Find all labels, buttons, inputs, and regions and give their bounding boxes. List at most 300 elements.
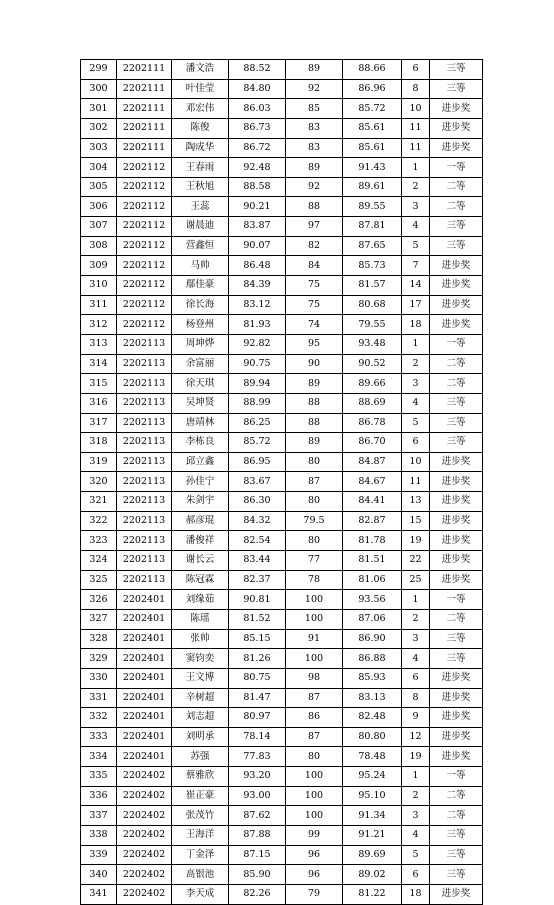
rank-cell: 4 — [402, 217, 430, 237]
student-name-cell: 辛树超 — [172, 688, 229, 708]
rank-cell: 4 — [402, 393, 430, 413]
award-cell: 二等 — [430, 354, 483, 374]
award-cell: 二等 — [430, 786, 483, 806]
score-b-cell: 80 — [286, 747, 343, 767]
score-b-cell: 98 — [286, 668, 343, 688]
score-b-cell: 82 — [286, 236, 343, 256]
table-row — [81, 708, 483, 728]
row-number-cell: 333 — [81, 727, 117, 747]
table-row — [81, 276, 483, 296]
score-b-cell: 89 — [286, 433, 343, 453]
row-number-cell: 313 — [81, 334, 117, 354]
row-number-cell: 312 — [81, 315, 117, 335]
score-b-cell: 100 — [286, 806, 343, 826]
rank-cell: 5 — [402, 413, 430, 433]
score-b-cell: 92 — [286, 177, 343, 197]
row-number-cell: 341 — [81, 884, 117, 904]
class-id-cell: 2202402 — [117, 806, 172, 826]
score-a-cell: 85.90 — [229, 865, 286, 885]
award-cell: 三等 — [430, 825, 483, 845]
score-a-cell: 86.95 — [229, 452, 286, 472]
row-number-cell: 323 — [81, 531, 117, 551]
award-cell: 进步奖 — [430, 99, 483, 119]
table-row — [81, 511, 483, 531]
row-number-cell: 332 — [81, 708, 117, 728]
row-number-cell: 307 — [81, 217, 117, 237]
student-name-cell: 张帅 — [172, 629, 229, 649]
table-row — [81, 354, 483, 374]
total-score-cell: 93.56 — [343, 590, 402, 610]
rank-cell: 13 — [402, 492, 430, 512]
score-a-cell: 86.73 — [229, 118, 286, 138]
table-row — [81, 374, 483, 394]
class-id-cell: 2202402 — [117, 884, 172, 904]
award-table — [80, 59, 483, 905]
total-score-cell: 84.41 — [343, 492, 402, 512]
student-name-cell: 李栋良 — [172, 433, 229, 453]
total-score-cell: 89.02 — [343, 865, 402, 885]
score-a-cell: 88.58 — [229, 177, 286, 197]
score-a-cell: 78.14 — [229, 727, 286, 747]
rank-cell: 3 — [402, 806, 430, 826]
score-a-cell: 80.75 — [229, 668, 286, 688]
student-name-cell: 陈冠霖 — [172, 570, 229, 590]
class-id-cell: 2202402 — [117, 825, 172, 845]
rank-cell: 19 — [402, 747, 430, 767]
score-b-cell: 80 — [286, 492, 343, 512]
rank-cell: 3 — [402, 629, 430, 649]
total-score-cell: 87.06 — [343, 609, 402, 629]
award-cell: 三等 — [430, 845, 483, 865]
total-score-cell: 95.24 — [343, 767, 402, 787]
row-number-cell: 321 — [81, 492, 117, 512]
class-id-cell: 2202113 — [117, 354, 172, 374]
score-b-cell: 83 — [286, 138, 343, 158]
row-number-cell: 334 — [81, 747, 117, 767]
student-name-cell: 丁金泽 — [172, 845, 229, 865]
student-name-cell: 王秋旭 — [172, 177, 229, 197]
score-b-cell: 83 — [286, 118, 343, 138]
score-b-cell: 85 — [286, 99, 343, 119]
table-row — [81, 118, 483, 138]
table-row — [81, 295, 483, 315]
score-b-cell: 100 — [286, 786, 343, 806]
row-number-cell: 299 — [81, 60, 117, 80]
row-number-cell: 324 — [81, 551, 117, 571]
score-a-cell: 86.72 — [229, 138, 286, 158]
total-score-cell: 85.61 — [343, 118, 402, 138]
total-score-cell: 91.34 — [343, 806, 402, 826]
score-b-cell: 77 — [286, 551, 343, 571]
table-row — [81, 668, 483, 688]
student-name-cell: 邱立鑫 — [172, 452, 229, 472]
total-score-cell: 86.78 — [343, 413, 402, 433]
student-name-cell: 谢晨迪 — [172, 217, 229, 237]
score-a-cell: 77.83 — [229, 747, 286, 767]
award-cell: 二等 — [430, 197, 483, 217]
award-cell: 三等 — [430, 79, 483, 99]
score-b-cell: 100 — [286, 609, 343, 629]
rank-cell: 2 — [402, 354, 430, 374]
total-score-cell: 84.67 — [343, 472, 402, 492]
award-cell: 二等 — [430, 374, 483, 394]
award-cell: 一等 — [430, 334, 483, 354]
score-b-cell: 86 — [286, 708, 343, 728]
total-score-cell: 88.69 — [343, 393, 402, 413]
total-score-cell: 81.51 — [343, 551, 402, 571]
score-a-cell: 90.75 — [229, 354, 286, 374]
row-number-cell: 316 — [81, 393, 117, 413]
table-row — [81, 256, 483, 276]
table-row — [81, 99, 483, 119]
student-name-cell: 郝彦琨 — [172, 511, 229, 531]
score-a-cell: 84.80 — [229, 79, 286, 99]
row-number-cell: 336 — [81, 786, 117, 806]
table-row — [81, 138, 483, 158]
score-b-cell: 100 — [286, 767, 343, 787]
score-b-cell: 88 — [286, 197, 343, 217]
class-id-cell: 2202111 — [117, 118, 172, 138]
rank-cell: 6 — [402, 60, 430, 80]
score-a-cell: 93.20 — [229, 767, 286, 787]
student-name-cell: 马帅 — [172, 256, 229, 276]
row-number-cell: 315 — [81, 374, 117, 394]
score-a-cell: 83.44 — [229, 551, 286, 571]
class-id-cell: 2202113 — [117, 511, 172, 531]
class-id-cell: 2202113 — [117, 551, 172, 571]
class-id-cell: 2202401 — [117, 629, 172, 649]
score-a-cell: 86.48 — [229, 256, 286, 276]
class-id-cell: 2202401 — [117, 590, 172, 610]
rank-cell: 10 — [402, 452, 430, 472]
total-score-cell: 82.48 — [343, 708, 402, 728]
table-row — [81, 865, 483, 885]
table-row — [81, 315, 483, 335]
score-a-cell: 83.67 — [229, 472, 286, 492]
total-score-cell: 89.55 — [343, 197, 402, 217]
class-id-cell: 2202112 — [117, 276, 172, 296]
rank-cell: 8 — [402, 688, 430, 708]
award-cell: 二等 — [430, 177, 483, 197]
class-id-cell: 2202113 — [117, 433, 172, 453]
table-row — [81, 649, 483, 669]
award-cell: 进步奖 — [430, 138, 483, 158]
rank-cell: 5 — [402, 845, 430, 865]
score-b-cell: 100 — [286, 590, 343, 610]
row-number-cell: 322 — [81, 511, 117, 531]
row-number-cell: 300 — [81, 79, 117, 99]
student-name-cell: 蔡雅欣 — [172, 767, 229, 787]
score-b-cell: 96 — [286, 845, 343, 865]
score-b-cell: 80 — [286, 531, 343, 551]
rank-cell: 22 — [402, 551, 430, 571]
table-row — [81, 825, 483, 845]
total-score-cell: 89.66 — [343, 374, 402, 394]
total-score-cell: 91.21 — [343, 825, 402, 845]
class-id-cell: 2202112 — [117, 158, 172, 178]
award-cell: 三等 — [430, 433, 483, 453]
class-id-cell: 2202113 — [117, 570, 172, 590]
award-cell: 进步奖 — [430, 688, 483, 708]
score-a-cell: 81.93 — [229, 315, 286, 335]
total-score-cell: 88.66 — [343, 60, 402, 80]
score-b-cell: 89 — [286, 158, 343, 178]
table-row — [81, 433, 483, 453]
score-b-cell: 87 — [286, 688, 343, 708]
total-score-cell: 84.87 — [343, 452, 402, 472]
table-row — [81, 217, 483, 237]
award-cell: 一等 — [430, 767, 483, 787]
row-number-cell: 327 — [81, 609, 117, 629]
score-b-cell: 75 — [286, 276, 343, 296]
class-id-cell: 2202113 — [117, 472, 172, 492]
score-a-cell: 83.12 — [229, 295, 286, 315]
student-name-cell: 谢长云 — [172, 551, 229, 571]
award-cell: 三等 — [430, 413, 483, 433]
score-a-cell: 82.54 — [229, 531, 286, 551]
score-a-cell: 86.25 — [229, 413, 286, 433]
score-b-cell: 78 — [286, 570, 343, 590]
total-score-cell: 93.48 — [343, 334, 402, 354]
row-number-cell: 339 — [81, 845, 117, 865]
row-number-cell: 301 — [81, 99, 117, 119]
award-cell: 三等 — [430, 865, 483, 885]
rank-cell: 1 — [402, 590, 430, 610]
student-name-cell: 刘志超 — [172, 708, 229, 728]
rank-cell: 2 — [402, 609, 430, 629]
class-id-cell: 2202402 — [117, 767, 172, 787]
total-score-cell: 81.57 — [343, 276, 402, 296]
class-id-cell: 2202111 — [117, 60, 172, 80]
total-score-cell: 83.13 — [343, 688, 402, 708]
class-id-cell: 2202113 — [117, 531, 172, 551]
score-a-cell: 88.52 — [229, 60, 286, 80]
student-name-cell: 徐长海 — [172, 295, 229, 315]
score-a-cell: 85.15 — [229, 629, 286, 649]
rank-cell: 11 — [402, 118, 430, 138]
award-cell: 一等 — [430, 158, 483, 178]
total-score-cell: 80.68 — [343, 295, 402, 315]
rank-cell: 4 — [402, 825, 430, 845]
class-id-cell: 2202113 — [117, 413, 172, 433]
score-b-cell: 89 — [286, 374, 343, 394]
table-row — [81, 629, 483, 649]
student-name-cell: 陈瑶 — [172, 609, 229, 629]
score-a-cell: 84.39 — [229, 276, 286, 296]
award-cell: 三等 — [430, 217, 483, 237]
award-cell: 进步奖 — [430, 295, 483, 315]
score-a-cell: 92.82 — [229, 334, 286, 354]
total-score-cell: 85.93 — [343, 668, 402, 688]
rank-cell: 9 — [402, 708, 430, 728]
table-row — [81, 786, 483, 806]
row-number-cell: 302 — [81, 118, 117, 138]
class-id-cell: 2202113 — [117, 492, 172, 512]
score-b-cell: 100 — [286, 649, 343, 669]
score-a-cell: 88.99 — [229, 393, 286, 413]
class-id-cell: 2202402 — [117, 845, 172, 865]
rank-cell: 4 — [402, 649, 430, 669]
total-score-cell: 85.72 — [343, 99, 402, 119]
table-row — [81, 472, 483, 492]
score-b-cell: 80 — [286, 452, 343, 472]
table-row — [81, 452, 483, 472]
award-cell: 三等 — [430, 60, 483, 80]
award-cell: 进步奖 — [430, 570, 483, 590]
student-name-cell: 苏强 — [172, 747, 229, 767]
rank-cell: 2 — [402, 177, 430, 197]
table-row — [81, 767, 483, 787]
row-number-cell: 306 — [81, 197, 117, 217]
table-row — [81, 727, 483, 747]
award-cell: 进步奖 — [430, 708, 483, 728]
class-id-cell: 2202401 — [117, 649, 172, 669]
score-b-cell: 96 — [286, 865, 343, 885]
score-b-cell: 75 — [286, 295, 343, 315]
score-b-cell: 92 — [286, 79, 343, 99]
award-table-body — [81, 60, 483, 905]
score-b-cell: 87 — [286, 727, 343, 747]
score-a-cell: 86.30 — [229, 492, 286, 512]
score-a-cell: 80.97 — [229, 708, 286, 728]
table-row — [81, 158, 483, 178]
rank-cell: 18 — [402, 884, 430, 904]
total-score-cell: 86.70 — [343, 433, 402, 453]
rank-cell: 3 — [402, 374, 430, 394]
total-score-cell: 90.52 — [343, 354, 402, 374]
score-a-cell: 81.52 — [229, 609, 286, 629]
score-b-cell: 87 — [286, 472, 343, 492]
class-id-cell: 2202112 — [117, 217, 172, 237]
row-number-cell: 338 — [81, 825, 117, 845]
rank-cell: 1 — [402, 767, 430, 787]
student-name-cell: 王蕊 — [172, 197, 229, 217]
award-cell: 进步奖 — [430, 452, 483, 472]
award-cell: 三等 — [430, 629, 483, 649]
total-score-cell: 89.69 — [343, 845, 402, 865]
score-b-cell: 84 — [286, 256, 343, 276]
award-cell: 进步奖 — [430, 472, 483, 492]
table-row — [81, 236, 483, 256]
award-cell: 进步奖 — [430, 118, 483, 138]
class-id-cell: 2202113 — [117, 334, 172, 354]
award-cell: 进步奖 — [430, 511, 483, 531]
rank-cell: 3 — [402, 197, 430, 217]
rank-cell: 17 — [402, 295, 430, 315]
score-a-cell: 90.81 — [229, 590, 286, 610]
rank-cell: 11 — [402, 138, 430, 158]
table-row — [81, 747, 483, 767]
student-name-cell: 孙佳宁 — [172, 472, 229, 492]
rank-cell: 6 — [402, 865, 430, 885]
award-cell: 二等 — [430, 806, 483, 826]
student-name-cell: 潘俊祥 — [172, 531, 229, 551]
row-number-cell: 337 — [81, 806, 117, 826]
student-name-cell: 刘缘茹 — [172, 590, 229, 610]
table-row — [81, 590, 483, 610]
row-number-cell: 328 — [81, 629, 117, 649]
rank-cell: 6 — [402, 433, 430, 453]
table-row — [81, 79, 483, 99]
score-a-cell: 81.26 — [229, 649, 286, 669]
class-id-cell: 2202402 — [117, 865, 172, 885]
score-a-cell: 85.72 — [229, 433, 286, 453]
student-name-cell: 唐靖林 — [172, 413, 229, 433]
class-id-cell: 2202401 — [117, 708, 172, 728]
score-b-cell: 95 — [286, 334, 343, 354]
award-cell: 进步奖 — [430, 747, 483, 767]
class-id-cell: 2202111 — [117, 138, 172, 158]
score-a-cell: 92.48 — [229, 158, 286, 178]
class-id-cell: 2202402 — [117, 786, 172, 806]
student-name-cell: 余富丽 — [172, 354, 229, 374]
total-score-cell: 89.61 — [343, 177, 402, 197]
row-number-cell: 325 — [81, 570, 117, 590]
class-id-cell: 2202113 — [117, 393, 172, 413]
class-id-cell: 2202113 — [117, 452, 172, 472]
table-row — [81, 413, 483, 433]
rank-cell: 5 — [402, 236, 430, 256]
score-b-cell: 91 — [286, 629, 343, 649]
table-row — [81, 806, 483, 826]
student-name-cell: 朱剑宇 — [172, 492, 229, 512]
total-score-cell: 95.10 — [343, 786, 402, 806]
table-row — [81, 177, 483, 197]
class-id-cell: 2202401 — [117, 609, 172, 629]
award-cell: 进步奖 — [430, 668, 483, 688]
student-name-cell: 刘明承 — [172, 727, 229, 747]
row-number-cell: 331 — [81, 688, 117, 708]
class-id-cell: 2202113 — [117, 374, 172, 394]
class-id-cell: 2202112 — [117, 197, 172, 217]
score-b-cell: 79.5 — [286, 511, 343, 531]
award-cell: 进步奖 — [430, 884, 483, 904]
rank-cell: 15 — [402, 511, 430, 531]
table-row — [81, 393, 483, 413]
student-name-cell: 张茂竹 — [172, 806, 229, 826]
student-name-cell: 崔正豪 — [172, 786, 229, 806]
rank-cell: 18 — [402, 315, 430, 335]
total-score-cell: 87.65 — [343, 236, 402, 256]
student-name-cell: 鄢佳豪 — [172, 276, 229, 296]
score-a-cell: 81.47 — [229, 688, 286, 708]
row-number-cell: 319 — [81, 452, 117, 472]
row-number-cell: 335 — [81, 767, 117, 787]
total-score-cell: 86.90 — [343, 629, 402, 649]
student-name-cell: 营鑫恒 — [172, 236, 229, 256]
score-a-cell: 82.26 — [229, 884, 286, 904]
row-number-cell: 318 — [81, 433, 117, 453]
row-number-cell: 303 — [81, 138, 117, 158]
rank-cell: 1 — [402, 334, 430, 354]
award-cell: 三等 — [430, 649, 483, 669]
score-a-cell: 84.32 — [229, 511, 286, 531]
score-b-cell: 99 — [286, 825, 343, 845]
total-score-cell: 87.81 — [343, 217, 402, 237]
row-number-cell: 310 — [81, 276, 117, 296]
student-name-cell: 周坤烨 — [172, 334, 229, 354]
row-number-cell: 330 — [81, 668, 117, 688]
total-score-cell: 91.43 — [343, 158, 402, 178]
student-name-cell: 高银池 — [172, 865, 229, 885]
class-id-cell: 2202401 — [117, 727, 172, 747]
row-number-cell: 304 — [81, 158, 117, 178]
rank-cell: 19 — [402, 531, 430, 551]
row-number-cell: 311 — [81, 295, 117, 315]
row-number-cell: 326 — [81, 590, 117, 610]
score-b-cell: 90 — [286, 354, 343, 374]
total-score-cell: 78.48 — [343, 747, 402, 767]
